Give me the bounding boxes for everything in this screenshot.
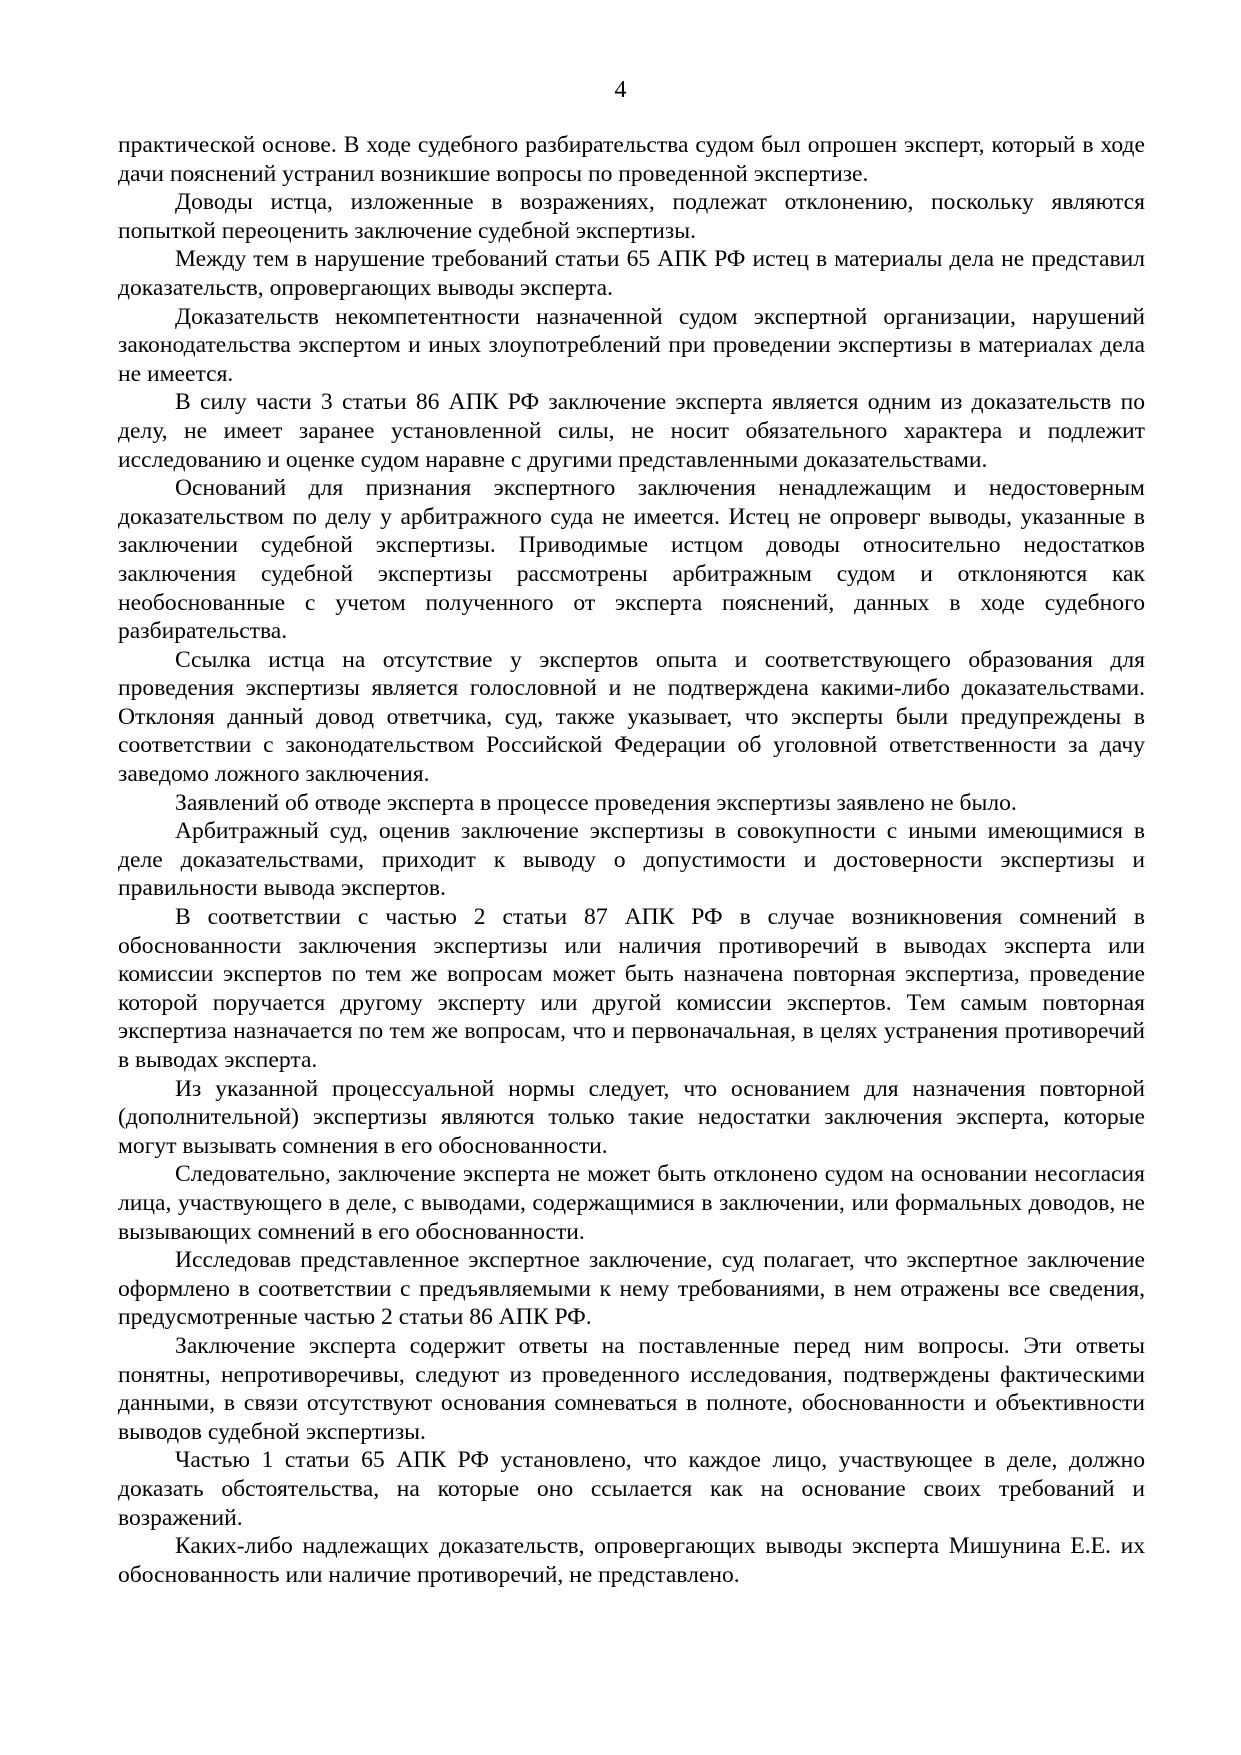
paragraph: Ссылка истца на отсутствие у экспертов опыта и соответствующего образования для проведения экспертизы является голословной и не подтверждена какими-либо доказательствами. Отклоняя данный довод ответчика, суд, также указывает, что эксперты были предупреждены в соответствии с законодательством Российской Федерации об уголовной ответственности за дачу заведомо ложного заключения. [118,646,1145,788]
paragraph: Каких-либо надлежащих доказательств, опровергающих выводы эксперта Мишунина Е.Е. их обоснованность или наличие противоречий, не представлено. [118,1533,1145,1588]
paragraph: Заключение эксперта содержит ответы на поставленные перед ним вопросы. Эти ответы понятны, непротиворечивы, следуют из проведенного исследования, подтверждены фактическими данными, в связи отсутствуют основания сомневаться в полноте, обоснованности и объективности выводов судебной экспертизы. [118,1332,1145,1445]
paragraph: Доводы истца, изложенные в возражениях, подлежат отклонению, поскольку являются попыткой переоценить заключение судебной экспертизы. [118,189,1145,244]
paragraph: Следовательно, заключение эксперта не может быть отклонено судом на основании несогласия лица, участвующего в деле, с выводами, содержащимися в заключении, или формальных доводов, не вызывающих сомнений в его обоснованности. [118,1161,1145,1245]
paragraph: Доказательств некомпетентности назначенной судом экспертной организации, нарушений законодательства экспертом и иных злоупотреблений при проведении экспертизы в материалах дела не имеется. [118,303,1145,387]
paragraph: В силу части 3 статьи 86 АПК РФ заключение эксперта является одним из доказательств по делу, не имеет заранее установленной силы, не носит обязательного характера и подлежит исследованию и оценке судом наравне с другими представленными доказательствами. [118,389,1145,473]
page-number: 4 [614,77,627,103]
paragraph: Оснований для признания экспертного заключения ненадлежащим и недостоверным доказательством по делу у арбитражного суда не имеется. Истец не опроверг выводы, указанные в заключении судебной экспертизы. Приводимые истцом доводы относительно недостатков заключения судебной экспертизы рассмотрены арбитражным судом и отклоняются как необоснованные с учетом полученного от эксперта пояснений, данных в ходе судебного разбирательства. [118,475,1145,645]
paragraph: Между тем в нарушение требований статьи 65 АПК РФ истец в материалы дела не представил доказательств, опровергающих выводы эксперта. [118,246,1145,301]
paragraph: Заявлений об отводе эксперта в процессе проведения экспертизы заявлено не было. [175,789,1017,816]
paragraph: Исследовав представленное экспертное заключение, суд полагает, что экспертное заключение оформлено в соответствии с предъявляемыми к нему требованиями, в нем отражены все сведения, предусмотренные частью 2 статьи 86 АПК РФ. [118,1247,1145,1331]
paragraph: Арбитражный суд, оценив заключение экспертизы в совокупности с иными имеющимися в деле доказательствами, приходит к выводу о допустимости и достоверности экспертизы и правильности вывода экспертов. [118,818,1145,902]
paragraph: В соответствии с частью 2 статьи 87 АПК РФ в случае возникновения сомнений в обоснованности заключения экспертизы или наличия противоречий в выводах эксперта или комиссии экспертов по тем же вопросам может быть назначена повторная экспертиза, проведение которой поручается другому эксперту или другой комиссии экспертов. Тем самым повторная экспертиза назначается по тем же вопросам, что и первоначальная, в целях устранения противоречий в выводах эксперта. [118,904,1145,1073]
paragraph: Из указанной процессуальной нормы следует, что основанием для назначения повторной (дополнительной) экспертизы являются только такие недостатки заключения эксперта, которые могут вызывать сомнения в его обоснованности. [118,1075,1145,1159]
paragraph: практической основе. В ходе судебного разбирательства судом был опрошен эксперт, который в ходе дачи пояснений устранил возникшие вопросы по проведенной экспертизе. [118,132,1145,187]
paragraph: Частью 1 статьи 65 АПК РФ установлено, что каждое лицо, участвующее в деле, должно доказать обстоятельства, на которые оно ссылается как на основание своих требований и возражений. [118,1447,1145,1531]
document-body [118,131,1145,1589]
